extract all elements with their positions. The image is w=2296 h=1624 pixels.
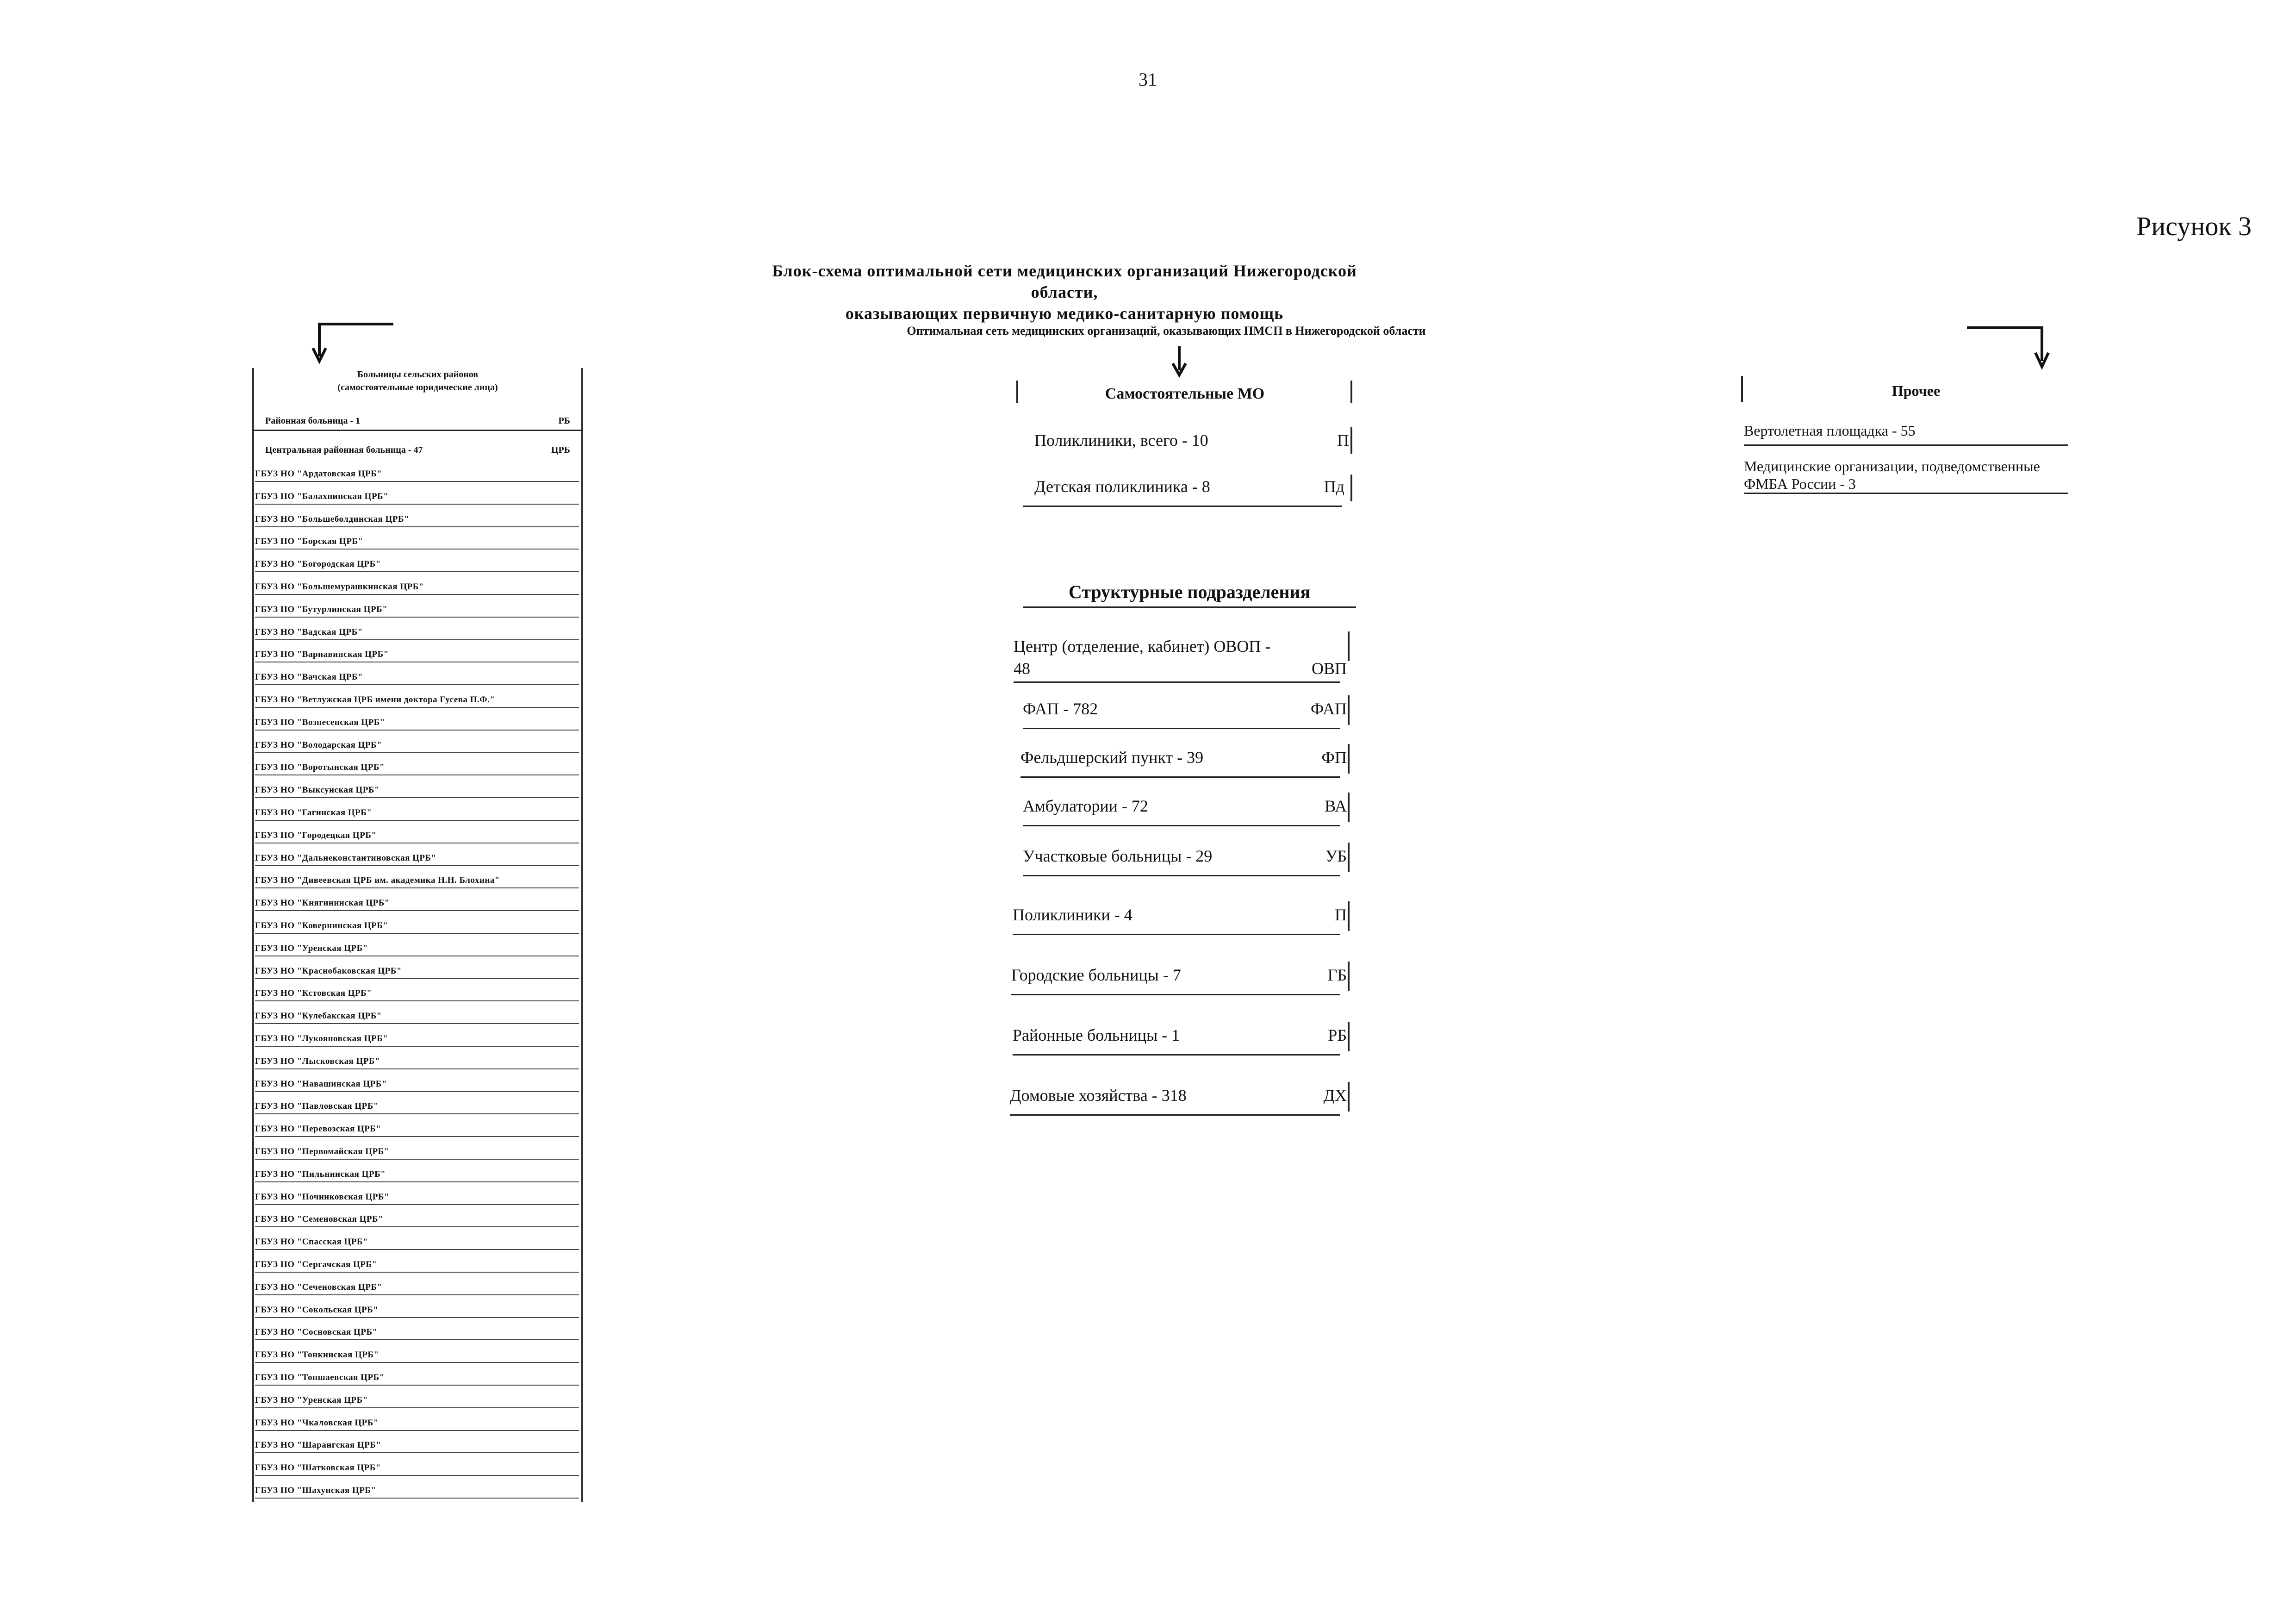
hospital-list-item: ГБУЗ НО "Вадская ЦРБ" — [255, 627, 579, 640]
hospital-list-item: ГБУЗ НО "Большемурашкинская ЦРБ" — [255, 582, 579, 595]
row-underline — [1014, 681, 1340, 683]
row-underline — [1023, 506, 1342, 507]
hospital-list-item: ГБУЗ НО "Уренская ЦРБ" — [255, 1395, 579, 1408]
hospital-list-item: ГБУЗ НО "Перевозская ЦРБ" — [255, 1124, 579, 1137]
diagram-subtitle: Оптимальная сеть медицинских организаций, оказывающих ПМСП в Нижегородской области — [907, 324, 1426, 337]
hospital-list-item: ГБУЗ НО "Сокольская ЦРБ" — [255, 1305, 579, 1318]
structural-unit-row — [1014, 635, 1347, 680]
row-label: Домовые хозяйства - 318 — [1010, 1086, 1187, 1105]
row-label: Амбулатории - 72 — [1023, 797, 1148, 815]
rural-hospitals-block — [252, 368, 583, 1502]
row-code: Пд — [1324, 477, 1344, 496]
row-label: Городские больницы - 7 — [1011, 966, 1181, 984]
structural-unit-row — [1020, 748, 1347, 767]
row-code: ФАП — [1310, 700, 1347, 718]
hospital-list-item: ГБУЗ НО "Большеболдинская ЦРБ" — [255, 514, 579, 527]
block-right-border — [581, 368, 583, 1502]
hospital-list-item: ГБУЗ НО "Ковернинская ЦРБ" — [255, 921, 579, 934]
row-border — [1348, 843, 1350, 872]
structural-unit-row — [1013, 905, 1347, 924]
row-border — [1348, 962, 1350, 991]
row-code: П — [1335, 906, 1347, 924]
hospital-list-item: ГБУЗ НО "Бутурлинская ЦРБ" — [255, 605, 579, 618]
hospital-list-item: ГБУЗ НО "Дальнеконстантиновская ЦРБ" — [255, 853, 579, 866]
other-box-left-border — [1741, 376, 1743, 402]
hospital-list-item: ГБУЗ НО "Сергачская ЦРБ" — [255, 1260, 579, 1273]
row-border — [1350, 427, 1352, 454]
structural-unit-row — [1023, 846, 1347, 866]
row-label: Участковые больницы - 29 — [1023, 847, 1213, 865]
row-label: Районные больницы - 1 — [1013, 1026, 1180, 1044]
hospital-list-item: ГБУЗ НО "Варнавинская ЦРБ" — [255, 650, 579, 662]
hospital-list-item: ГБУЗ НО "Ардатовская ЦРБ" — [255, 469, 579, 482]
independent-mo-title: Самостоятельные МО — [1105, 385, 1265, 402]
row-code: РБ — [1328, 1026, 1347, 1044]
hospital-list-item: ГБУЗ НО "Лукояновская ЦРБ" — [255, 1034, 579, 1047]
right-branch-arrow — [1967, 328, 2042, 361]
structural-unit-row — [1011, 965, 1347, 985]
other-title: Прочее — [1892, 382, 1941, 399]
row-code: ГБ — [1327, 966, 1347, 984]
hospital-list-item: ГБУЗ НО "Тонкинская ЦРБ" — [255, 1350, 579, 1363]
hospital-list-item: ГБУЗ НО "Лысковская ЦРБ" — [255, 1056, 579, 1069]
row-code: ОВП — [1311, 659, 1347, 678]
row-border — [1348, 695, 1350, 725]
rural-hospitals-header — [252, 368, 583, 394]
page-number: 31 — [1139, 69, 1157, 90]
row-code: ВА — [1325, 797, 1347, 815]
row-label: Поликлиники - 4 — [1013, 906, 1132, 924]
row-label: Поликлиники, всего - 10 — [1034, 431, 1208, 450]
row-code: ДХ — [1323, 1086, 1347, 1105]
row-border — [1348, 1022, 1350, 1051]
mo-row-children-polyclinic — [1034, 477, 1344, 496]
hospital-list-item: ГБУЗ НО "Семеновская ЦРБ" — [255, 1214, 579, 1227]
hospital-list-item: ГБУЗ НО "Городецкая ЦРБ" — [255, 831, 579, 843]
hospital-list-item: ГБУЗ НО "Вачская ЦРБ" — [255, 672, 579, 685]
diagram-title-line2: оказывающих первичную медико-санитарную помощь — [845, 304, 1284, 323]
hospital-list-item: ГБУЗ НО "Гагинская ЦРБ" — [255, 808, 579, 821]
row-underline — [1011, 994, 1340, 995]
hospital-list-item: ГБУЗ НО "Починковская ЦРБ" — [255, 1192, 579, 1205]
hospital-list-item: ГБУЗ НО "Дивеевская ЦРБ им. академика Н.Н. Блохина" — [255, 875, 579, 888]
row-underline — [1020, 776, 1340, 778]
row-underline — [1023, 875, 1340, 876]
row-label: Центр (отделение, кабинет) ОВОП - 48 — [1014, 637, 1271, 678]
row-code: УБ — [1325, 847, 1347, 865]
hospital-list-item: ГБУЗ НО "Чкаловская ЦРБ" — [255, 1418, 579, 1431]
row-label: Фельдшерский пункт - 39 — [1020, 748, 1204, 767]
row-border — [1348, 631, 1350, 661]
summary-code: ЦРБ — [551, 445, 570, 455]
summary-label: Центральная районная больница - 47 — [265, 445, 423, 455]
diagram-title-line1: Блок-схема оптимальной сети медицинских организаций Нижегородской области, — [772, 262, 1357, 301]
hospital-list-item: ГБУЗ НО "Княгининская ЦРБ" — [255, 898, 579, 911]
hospital-list-item: ГБУЗ НО "Спасская ЦРБ" — [255, 1237, 579, 1250]
row-border — [1348, 901, 1350, 931]
hospital-list-item: ГБУЗ НО "Тоншаевская ЦРБ" — [255, 1373, 579, 1386]
other-item-heliports: Вертолетная площадка - 55 — [1744, 422, 1916, 439]
other-item-fmba: Медицинские организации, подведомственные ФМБА России - 3 — [1744, 457, 2068, 494]
structural-unit-row — [1013, 1025, 1347, 1045]
hospital-list-item: ГБУЗ НО "Борская ЦРБ" — [255, 537, 579, 550]
hospital-list-item: ГБУЗ НО "Вознесенская ЦРБ" — [255, 718, 579, 731]
row-underline — [1013, 1054, 1340, 1056]
rural-hospitals-header-line1: Больницы сельских районов — [357, 369, 479, 380]
row-underline — [1013, 934, 1340, 935]
row-code: П — [1337, 431, 1349, 450]
row-underline — [1744, 444, 2068, 446]
hospital-list-item: ГБУЗ НО "Кстовская ЦРБ" — [255, 988, 579, 1001]
structural-unit-row — [1023, 796, 1347, 816]
hospital-list-item: ГБУЗ НО "Шахунская ЦРБ" — [255, 1486, 579, 1499]
hospital-list-item: ГБУЗ НО "Сосновская ЦРБ" — [255, 1327, 579, 1340]
structural-unit-row — [1010, 1086, 1347, 1105]
hospital-list-item: ГБУЗ НО "Балахнинская ЦРБ" — [255, 492, 579, 505]
row-label: Детская поликлиника - 8 — [1034, 477, 1210, 496]
hospital-list-item: ГБУЗ НО "Шатковская ЦРБ" — [255, 1463, 579, 1476]
summary-label: Районная больница - 1 — [265, 416, 361, 426]
hospital-list-item: ГБУЗ НО "Богородская ЦРБ" — [255, 559, 579, 572]
independent-mo-header — [1018, 385, 1351, 403]
row-underline — [1023, 728, 1340, 729]
hospital-list-item: ГБУЗ НО "Навашинская ЦРБ" — [255, 1079, 579, 1092]
row-code: ФП — [1321, 748, 1347, 767]
block-left-border — [252, 368, 254, 1502]
hospital-list-item: ГБУЗ НО "Первомайская ЦРБ" — [255, 1147, 579, 1160]
row-underline — [1023, 825, 1340, 826]
hospital-list-item: ГБУЗ НО "Уренская ЦРБ" — [255, 943, 579, 956]
row-border — [1348, 1082, 1350, 1112]
left-branch-arrow — [319, 324, 393, 356]
hospital-list-item: ГБУЗ НО "Павловская ЦРБ" — [255, 1101, 579, 1114]
hospital-list-item: ГБУЗ НО "Выксунская ЦРБ" — [255, 785, 579, 798]
figure-label: Рисунок 3 — [2136, 211, 2252, 241]
hospital-list-item: ГБУЗ НО "Воротынская ЦРБ" — [255, 762, 579, 775]
row-border — [1348, 744, 1350, 774]
divider — [252, 430, 583, 431]
mo-row-polyclinics — [1034, 431, 1349, 450]
hospital-list-item: ГБУЗ НО "Сеченовская ЦРБ" — [255, 1282, 579, 1295]
row-underline — [1010, 1114, 1340, 1116]
structural-units-title: Структурные подразделения — [1023, 581, 1356, 608]
hospital-list-item: ГБУЗ НО "Ветлужская ЦРБ имени доктора Гусева П.Ф." — [255, 695, 579, 708]
rural-hospitals-header-line2: (самостоятельные юридические лица) — [337, 382, 498, 393]
structural-unit-row — [1023, 699, 1347, 718]
hospital-list-item: ГБУЗ НО "Шарангская ЦРБ" — [255, 1440, 579, 1453]
row-border — [1350, 475, 1352, 501]
hospital-list-item: ГБУЗ НО "Краснобаковская ЦРБ" — [255, 966, 579, 979]
summary-code: РБ — [558, 416, 570, 426]
row-border — [1348, 793, 1350, 822]
hospital-list-item: ГБУЗ НО "Кулебакская ЦРБ" — [255, 1011, 579, 1024]
row-label: ФАП - 782 — [1023, 700, 1098, 718]
hospital-list-item: ГБУЗ НО "Володарская ЦРБ" — [255, 740, 579, 753]
hospital-list-item: ГБУЗ НО "Пильнинская ЦРБ" — [255, 1169, 579, 1182]
